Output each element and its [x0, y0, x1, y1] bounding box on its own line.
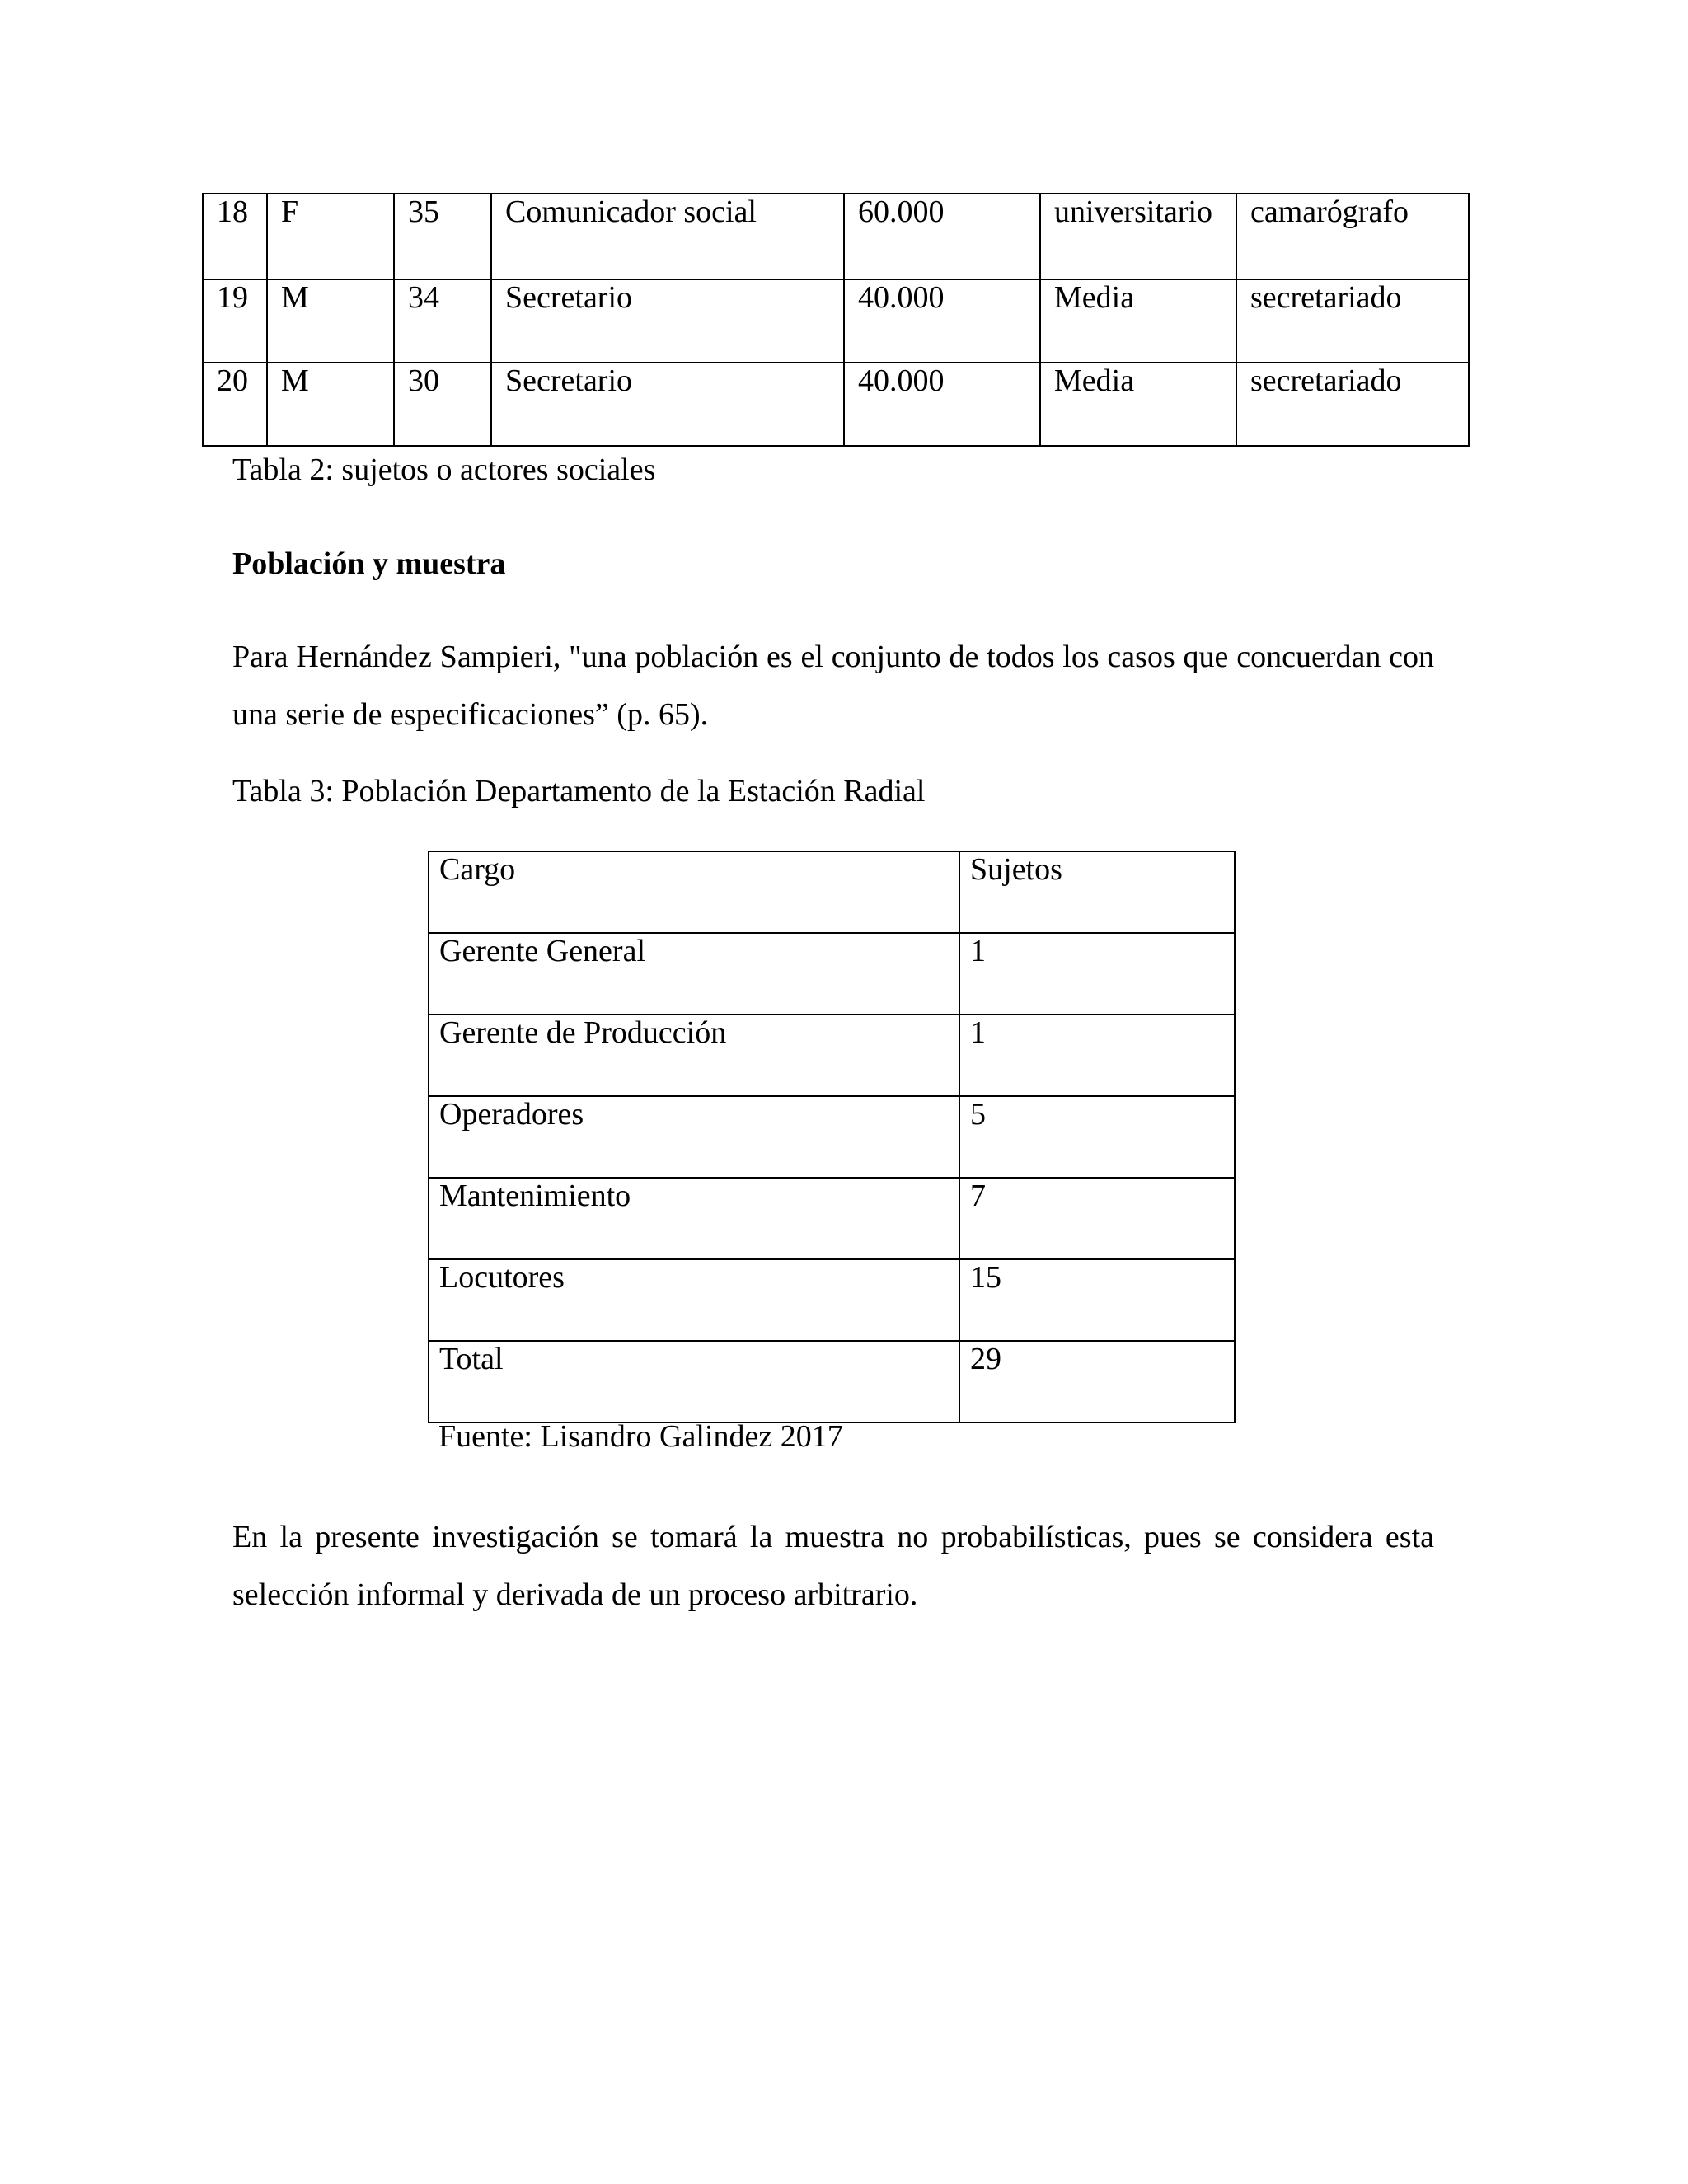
section-heading: Población y muestra [232, 546, 506, 581]
table-cell: 1 [959, 1015, 1235, 1096]
table-cell: Mantenimiento [429, 1178, 959, 1259]
table-row [429, 1096, 1235, 1178]
paragraph-definition: Para Hernández Sampieri, "una población es el conjunto de todos los casos que concuerdan con una serie de especificaciones” (p. 65). [232, 640, 1434, 732]
table-cell: Secretario [491, 279, 844, 363]
table-cell: 1 [959, 933, 1235, 1015]
table-cell: M [267, 363, 394, 446]
table-cell: 40.000 [844, 363, 1040, 446]
table3-source: Fuente: Lisandro Galindez 2017 [438, 1419, 843, 1454]
table-cell: 34 [394, 279, 491, 363]
table-cell: 18 [203, 194, 267, 279]
table-cell: 40.000 [844, 279, 1040, 363]
table-cell: Comunicador social [491, 194, 844, 279]
table-cell: universitario [1040, 194, 1236, 279]
table-row [429, 1015, 1235, 1096]
table-cell: 15 [959, 1259, 1235, 1341]
table-row [429, 1259, 1235, 1341]
table-row [429, 1178, 1235, 1259]
table-row [429, 933, 1235, 1015]
table-header-row [429, 851, 1235, 933]
table-cell: 7 [959, 1178, 1235, 1259]
subjects-table [202, 193, 1470, 447]
table-row [203, 363, 1469, 446]
table2-caption: Tabla 2: sujetos o actores sociales [232, 452, 656, 487]
table-cell: secretariado [1236, 363, 1469, 446]
table-cell: secretariado [1236, 279, 1469, 363]
table-cell: 35 [394, 194, 491, 279]
table3-caption: Tabla 3: Población Departamento de la Estación Radial [232, 774, 926, 808]
table-cell: Secretario [491, 363, 844, 446]
table-row [429, 1341, 1235, 1422]
column-header-cargo: Cargo [429, 851, 959, 933]
population-table [428, 851, 1236, 1423]
table-cell: 29 [959, 1341, 1235, 1422]
table-cell: Locutores [429, 1259, 959, 1341]
table-cell: Gerente de Producción [429, 1015, 959, 1096]
table-row [203, 279, 1469, 363]
table-cell: 20 [203, 363, 267, 446]
column-header-sujetos: Sujetos [959, 851, 1235, 933]
table-cell: 5 [959, 1096, 1235, 1178]
table-cell: Media [1040, 279, 1236, 363]
table-cell: M [267, 279, 394, 363]
table-row [203, 194, 1469, 279]
table-cell: Media [1040, 363, 1236, 446]
paragraph-sample: En la presente investigación se tomará la muestra no probabilísticas, pues se considera esta selección informal y derivada de un proceso arbitrario. [232, 1520, 1434, 1612]
table-cell: 30 [394, 363, 491, 446]
table-cell: 60.000 [844, 194, 1040, 279]
table-cell: 19 [203, 279, 267, 363]
table-cell: F [267, 194, 394, 279]
table-cell: Gerente General [429, 933, 959, 1015]
table-cell: Total [429, 1341, 959, 1422]
table-cell: camarógrafo [1236, 194, 1469, 279]
table-cell: Operadores [429, 1096, 959, 1178]
